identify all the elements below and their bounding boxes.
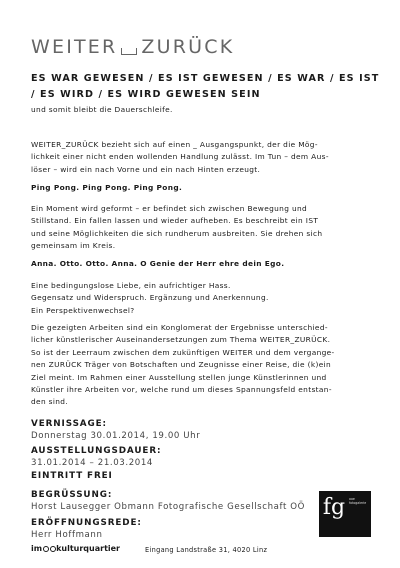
welcome-value: Horst Lausegger Obmann Fotografische Gesellschaft OÖ — [31, 502, 306, 512]
text-line: Ein Perspektivenwechsel? — [31, 305, 135, 315]
logo-ring-icon — [43, 546, 49, 552]
fg-logo-text: ooe fotogalerie — [349, 497, 367, 505]
logo-suffix: kulturquartier — [56, 544, 121, 553]
subline: und somit bleibt die Dauerschleife. — [31, 105, 173, 114]
title-left: WEITER — [31, 36, 118, 58]
text-line: licher künstlerischer Auseinandersetzungen zum Thema WEITER_ZURÜCK. — [31, 335, 331, 345]
text-line: Ziel meint. Im Rahmen einer Ausstellung stellen junge Künstlerinnen und — [31, 372, 327, 382]
text-line: nen ZURÜCK Träger von Botschaften und Zeugnisse einer Reise, die (k)ein — [31, 360, 332, 370]
paragraph-works — [31, 322, 371, 409]
underscore-gap-icon — [121, 48, 137, 55]
text-line: Eine bedingungslose Liebe, ein aufrichtiger Hass. — [31, 281, 231, 290]
logo-ring-icon — [50, 546, 56, 552]
kulturquartier-logo — [31, 544, 120, 553]
paragraph-moment — [31, 203, 371, 253]
page-title — [31, 36, 234, 58]
text-line: Die gezeigten Arbeiten sind ein Konglomerat der Ergebnisse unterschied- — [31, 323, 328, 332]
paragraph-intro — [31, 139, 371, 176]
pingpong-line: Ping Pong. Ping Pong. Ping Pong. — [31, 183, 183, 192]
duration-value: 31.01.2014 – 21.03.2014 — [31, 458, 153, 468]
headline-line-1: ES WAR GEWESEN / ES IST GEWESEN / ES WAR / ES IST — [31, 73, 380, 84]
text-line: löser – wird ein nach Vorne und ein nach Hinten erzeugt. — [31, 164, 261, 174]
admission-free: EINTRITT FREI — [31, 471, 113, 481]
text-line: WEITER_ZURÜCK bezieht sich auf einen _ Ausgangspunkt, der die Mög- — [31, 140, 318, 149]
paragraph-contrast — [31, 280, 371, 317]
text-line: Stillstand. Ein fallen lassen und wieder aufheben. Es beschreibt ein IST — [31, 216, 319, 226]
text-line: gemeinsam im Kreis. — [31, 241, 116, 251]
vernissage-value: Donnerstag 30.01.2014, 19.00 Uhr — [31, 431, 201, 441]
text-line: Ein Moment wird geformt – er befindet sich zwischen Bewegung und — [31, 204, 308, 213]
text-line: Gegensatz und Widerspruch. Ergänzung und Anerkennung. — [31, 293, 269, 303]
ooe-fotogalerie-logo — [319, 491, 371, 537]
headline — [31, 71, 379, 103]
text-line: den sind. — [31, 397, 69, 407]
headline-line-2: / ES WIRD / ES WIRD GEWESEN SEIN — [31, 89, 261, 100]
opening-speech-label: ERÖFFNUNGSREDE: — [31, 518, 142, 528]
text-line: und seine Möglichkeiten die sich rundherum ausbreiten. Sie drehen sich — [31, 228, 323, 238]
fg-logo-mark: fg — [322, 495, 346, 520]
vernissage-label: VERNISSAGE: — [31, 419, 107, 429]
title-right: ZURÜCK — [141, 36, 235, 58]
opening-speech-value: Herr Hoffmann — [31, 530, 103, 540]
text-line: lichkeit einer nicht enden wollenden Handlung zulässt. Im Tun – dem Aus- — [31, 152, 329, 162]
duration-label: AUSSTELLUNGSDAUER: — [31, 446, 162, 456]
entrance-address: Eingang Landstraße 31, 4020 Linz — [145, 546, 268, 554]
text-line: So ist der Leerraum zwischen dem zukünftigen WEITER und dem vergange- — [31, 347, 335, 357]
text-line: Künstler ihre Arbeiten vor, welche rund um dieses Spannungsfeld entstan- — [31, 385, 332, 395]
logo-prefix: im — [31, 544, 43, 553]
welcome-label: BEGRÜSSUNG: — [31, 490, 113, 500]
palindrome-line: Anna. Otto. Otto. Anna. O Genie der Herr ehre dein Ego. — [31, 259, 285, 268]
